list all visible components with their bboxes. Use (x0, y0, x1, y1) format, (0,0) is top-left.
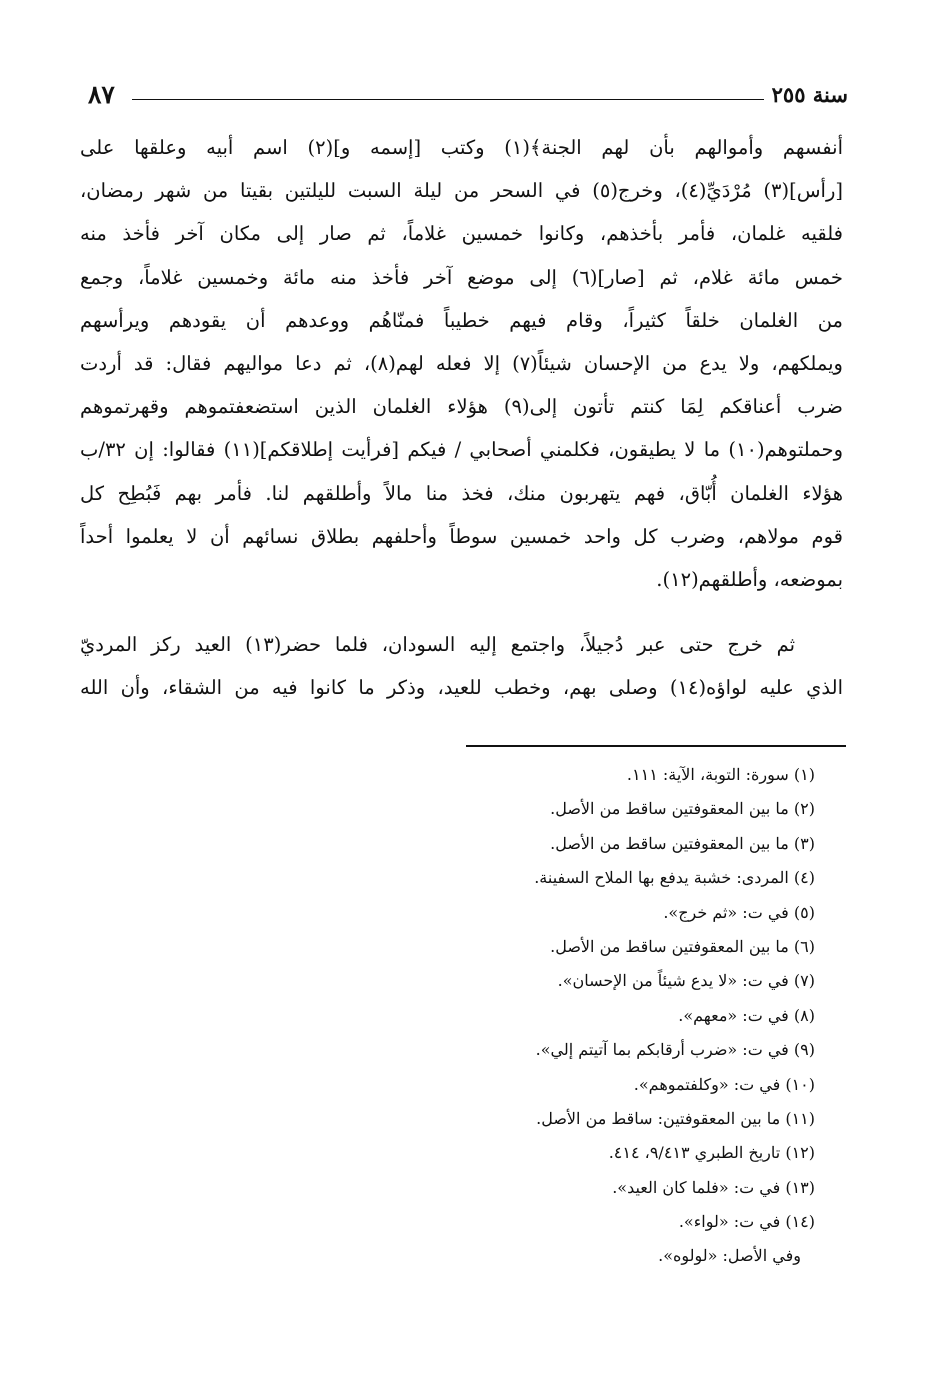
text-line: خمس مائة غلام، ثم [صار](٦) إلى موضع آخر فأخذ منه مائة وخمسين غلاماً، وجمع (80, 265, 843, 289)
main-text (80, 126, 843, 709)
footnote: (٨) في ت: «معهم». (678, 1005, 815, 1025)
footnote: (٩) في ت: «ضرب أرقابكم بما آتيتم إلي». (535, 1040, 815, 1060)
text-line: أنفسهم وأموالهم بأن لهم الجنة﴾(١) وكتب [إسمه و](٢) اسم أبيه وعلقها على (80, 136, 843, 159)
footnote: (١٣) في ت: «فلما كان العيد». (612, 1177, 815, 1197)
text-line: ويملكهم، ولا يدع من الإحسان شيئاً(٧) إلا فعله لهم(٨)، ثم دعا مواليهم فقال: قد أردت (80, 351, 843, 375)
text-line: هؤلاء الغلمان أُبّاق، فهم يتهربون منك، فخذ منا مالاً وأطلقهم لنا. فأمر بهم فَبُطِح كل (80, 481, 843, 505)
footnotes (215, 758, 815, 1274)
footnote-continuation: وفي الأصل: «لولوه». (658, 1246, 801, 1266)
text-line: [رأس](٣) مُرْدَيِّ(٤)، وخرج(٥) في السحر من ليلة السبت لليلتين بقيتا من شهر رمضان، (80, 179, 843, 203)
footnote: (٢) ما بين المعقوفتين ساقط من الأصل. (550, 799, 815, 819)
paragraph-gap (80, 601, 843, 623)
footnote: (١) سورة: التوبة، الآية: ١١١. (626, 765, 815, 784)
text-line: بموضعه، وأطلقهم(١٢). (656, 567, 843, 591)
footnote: (٣) ما بين المعقوفتين ساقط من الأصل. (550, 833, 815, 853)
page-header (88, 82, 848, 116)
text-line: من الغلمان خلقاً كثيراً، وقام فيهم خطيباً فمنّاهُم ووعدهم أن يقودهم ويرأسهم (80, 308, 843, 332)
footnote: (١٤) في ت: «لواء». (678, 1212, 815, 1232)
footnote: (٤) المردى: خشبة يدفع بها الملاح السفينة. (534, 868, 815, 888)
running-head-year: سنة ٢٥٥ (771, 82, 848, 107)
text-line: ضرب أعناقكم لِمَا كنتم تأتون إلى(٩) هؤلاء الغلمان الذين استضعفتموهم وقهرتموهم (80, 395, 843, 419)
footnote: (٦) ما بين المعقوفتين ساقط من الأصل. (550, 936, 815, 956)
text-line: قوم مولاهم، وضرب كل واحد خمسين سوطاً وأحلفهم بطلاق نسائهم أن لا يعلموا أحداً (80, 524, 843, 548)
footnote: (١٠) في ت: «وكلفتموهم». (633, 1074, 815, 1094)
footnote: (٧) في ت: «لا يدع شيئاً من الإحسان». (557, 971, 815, 991)
text-line: فلقيه غلمان، فأمر بأخذهم، وكانوا خمسين غلاماً، ثم صار إلى مكان آخر فأخذ منه (80, 222, 843, 246)
footnote: (٥) في ت: «ثم خرج». (663, 902, 815, 922)
footnote: (١١) ما بين المعقوفتين: ساقط من الأصل. (536, 1108, 815, 1128)
text-line: الذي عليه لواؤه(١٤) وصلى بهم، وخطب للعيد، وذكر ما كانوا فيه من الشقاء، وأن الله (80, 676, 843, 700)
footnote-separator (466, 745, 846, 747)
header-rule (132, 99, 764, 100)
footnote: (١٢) تاريخ الطبري ٩/٤١٣، ٤١٤. (608, 1143, 815, 1163)
text-line: وحملتوهم(١٠) ما لا يطيقون، فكلمني أصحابي / فيكم [فرأيت إطلاقكم](١١) فقالوا: إن ٣٢/ب (80, 438, 843, 462)
text-line: ثم خرج حتى عبر دُجيلاً، واجتمع إليه السودان، فلما حضر(١٣) العيد ركز المرديّ (80, 633, 795, 657)
page-number: ٨٧ (88, 80, 115, 109)
